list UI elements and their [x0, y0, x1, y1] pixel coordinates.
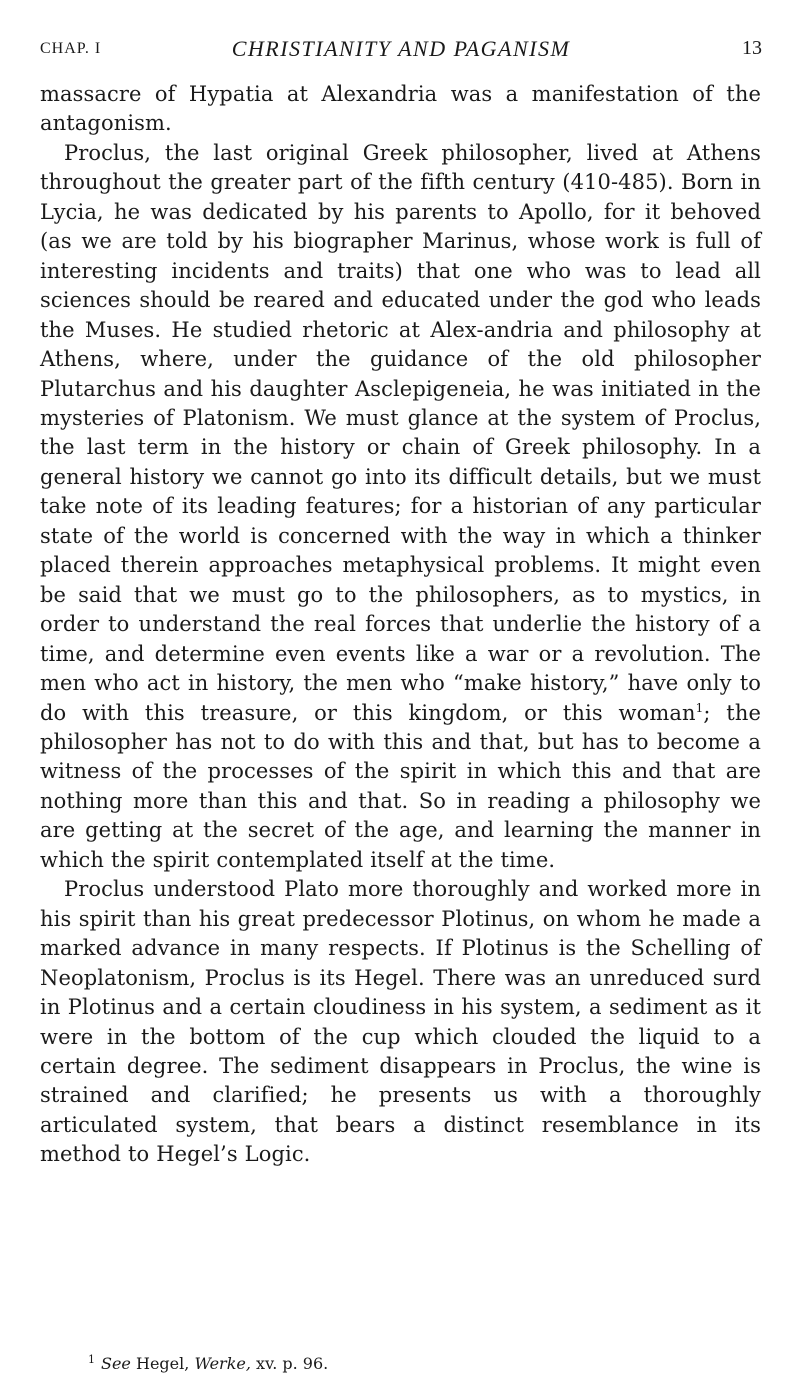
chapter-label: CHAP. I: [40, 40, 102, 57]
footnote-reference[interactable]: 1: [695, 700, 704, 715]
page-number: 13: [742, 37, 762, 59]
footnote-author: Hegel,: [136, 1354, 190, 1373]
paragraph-2-text-a: Proclus, the last original Greek philosopher, lived at Athens throughout the greater part of the fifth century (410-485). Born in Lycia, he was dedicated by his parents to Apollo, for it behoved (as we are told by his biographer Marinus, whose work is full of interesting incidents and traits) that one who was to lead all sciences should be reared and educated under the god who leads the Muses. He studied rhetoric at Alex-andria and philosophy at Athens, where, under the guidance of the old philosopher Plutarchus and his daughter Asclepigeneia, he was initiated in the mysteries of Platonism. We must glance at the system of Proclus, the last term in the history or chain of Greek philosophy. In a general history we cannot go into its difficult details, but we must take note of its leading features; for a historian of any particular state of the world is concerned with the way in which a thinker placed therein approaches metaphysical problems. It might even be said that we must go to the philosophers, as to mystics, in order to understand the real forces that underlie the history of a time, and determine even events like a war or a revolution. The men who act in history, the men who “make history,” have only to do with this treasure, or this kingdom, or this woman: [40, 140, 761, 725]
footnote-ref: xv. p. 96.: [256, 1354, 329, 1373]
paragraph-2: [40, 139, 761, 875]
footnote-marker: 1: [88, 1353, 95, 1366]
paragraph-1: massacre of Hypatia at Alexandria was a manifestation of the antagonism.: [40, 82, 761, 136]
running-header: [40, 36, 762, 66]
body-text: [40, 80, 761, 1170]
footnote-see: See: [101, 1354, 131, 1373]
footnote: [88, 1354, 328, 1374]
paragraph-2-text-b: ; the philosopher has not to do with this and that, but has to become a witness of the processes of the spirit in which this and that are nothing more than this and that. So in reading a philosophy we are getting at the secret of the age, and learning the manner in which the spirit contemplated itself at the time.: [40, 700, 761, 872]
paragraph-3: Proclus understood Plato more thoroughly and worked more in his spirit than his great predecessor Plotinus, on whom he made a marked advance in many respects. If Plotinus is the Schelling of Neoplatonism, Proclus is its Hegel. There was an unreduced surd in Plotinus and a certain cloudiness in his system, a sediment as it were in the bottom of the cup which clouded the liquid to a certain degree. The sediment disappears in Proclus, the wine is strained and clarified; he presents us with a thoroughly articulated system, that bears a distinct resemblance in its method to Hegel’s Logic.: [40, 877, 761, 1167]
running-title: CHRISTIANITY AND PAGANISM: [231, 36, 571, 61]
footnote-work: Werke,: [194, 1354, 251, 1373]
